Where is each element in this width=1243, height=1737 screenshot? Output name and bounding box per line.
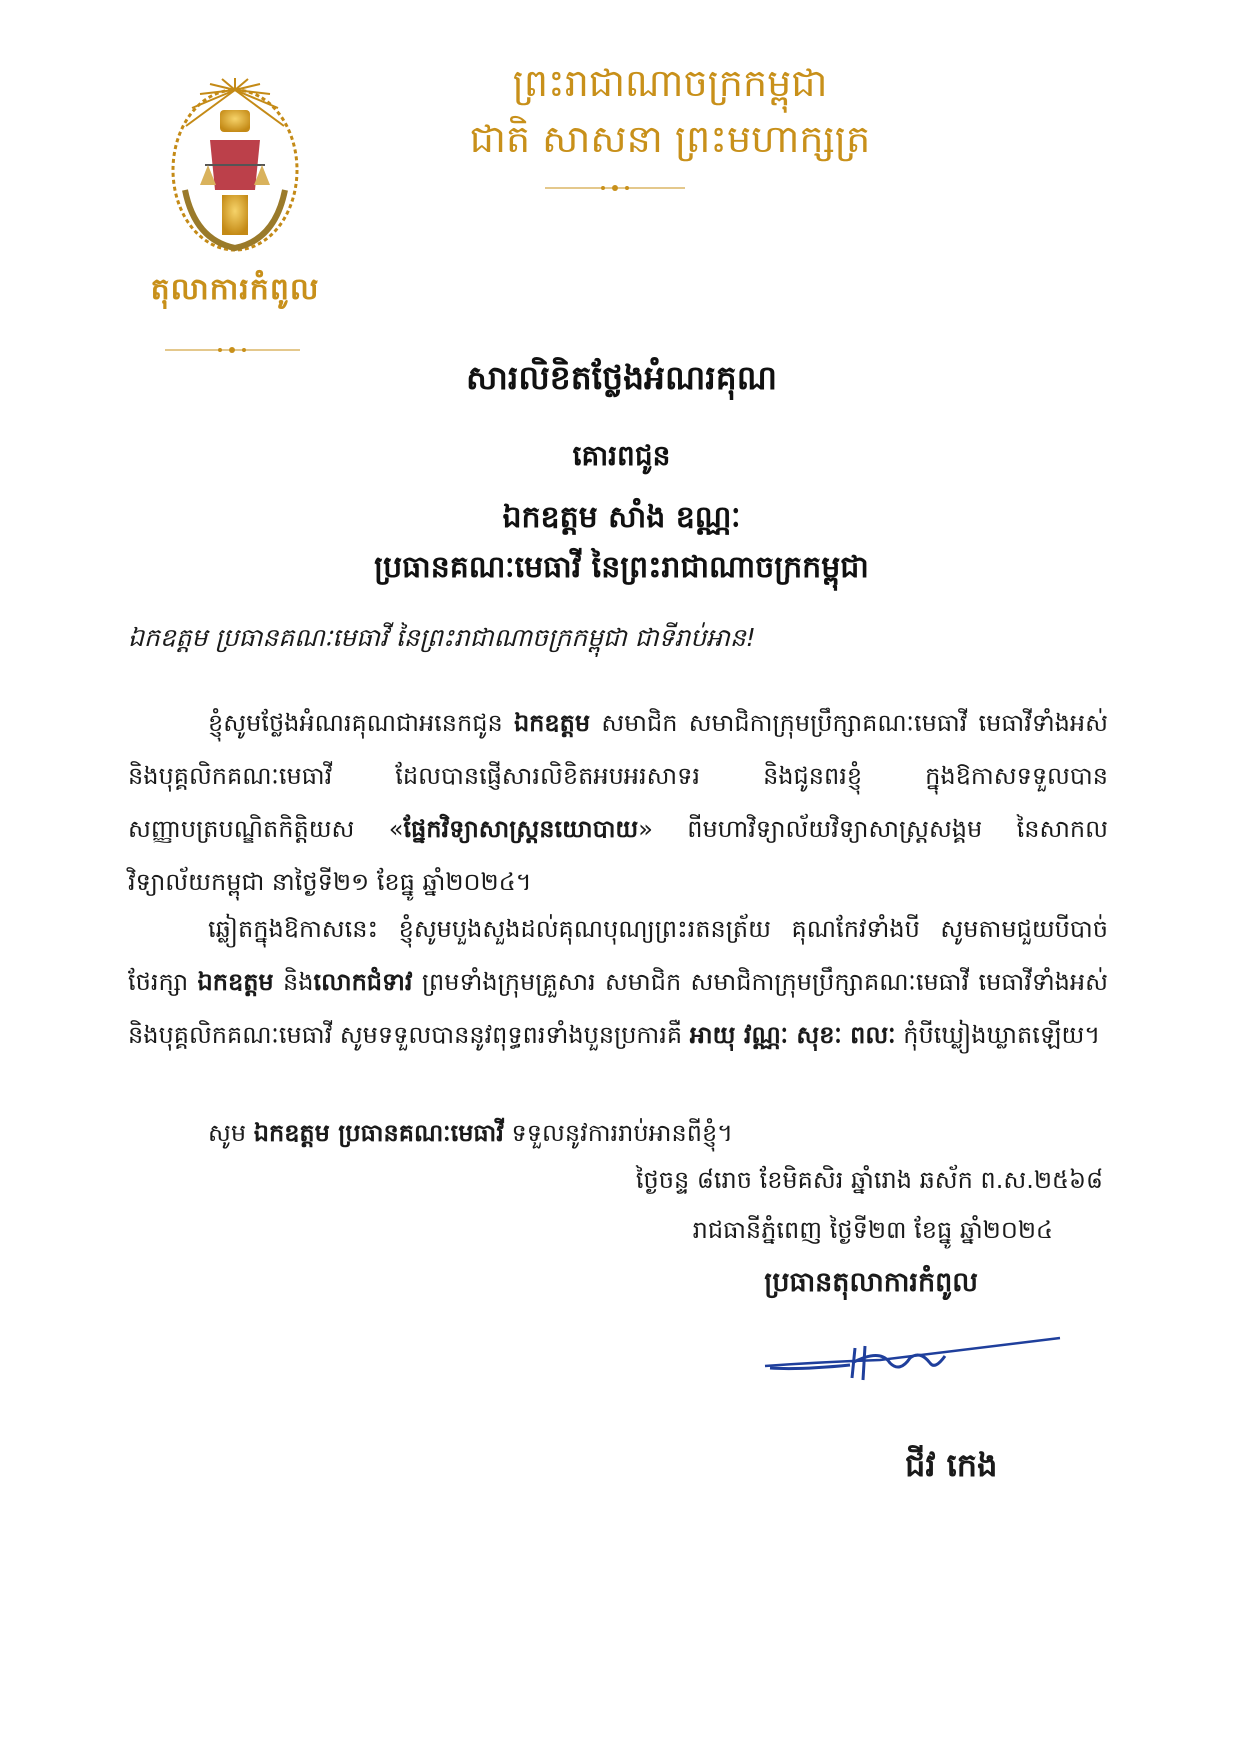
kingdom-header bbox=[380, 55, 960, 167]
p3-text-c: ទទួលនូវការរាប់អានពីខ្ញុំ។ bbox=[503, 1119, 734, 1147]
signer-name: ជីវ កេង bbox=[905, 1446, 998, 1484]
p2-bold-blessings: អាយុ វណ្ណៈ សុខៈ ពលៈ bbox=[689, 1021, 896, 1049]
divider-ornament-left bbox=[165, 345, 300, 355]
institution-name: តុលាការកំពូល bbox=[150, 272, 320, 307]
letter-title: សារលិខិតថ្លែងអំណរគុណ bbox=[466, 358, 777, 397]
date-lunar: ថ្ងៃចន្ទ ៨រោច ខែមិគសិរ ឆ្នាំរោង ឆស័ក ព.ស.២៥៦៨ bbox=[635, 1166, 1103, 1194]
p2-text-a: ឆ្លៀតក្នុងឱកាសនេះ ខ្ញុំសូមបួងសួងដល់គុណបុណ្យព្រះរតនត្រ័យ គុណកែវទាំងបី សូមតាមជួយបីបាច់ថែរក្សា bbox=[128, 915, 1108, 996]
recipient-title: ប្រធានគណៈមេធាវី នៃព្រះរាជាណាចក្រកម្ពុជា bbox=[374, 550, 869, 585]
p1-text-e: » ពីមហាវិទ្យាល័យវិទ្យាសាស្ត្រសង្គម នៃសាកលវិទ្យាល័យកម្ពុជា នាថ្ងៃទី២១ ខែធ្នូ ឆ្នាំ២០២៤។ bbox=[128, 815, 1109, 896]
national-motto: ជាតិ សាសនា ព្រះមហាក្សត្រ bbox=[469, 117, 871, 161]
p1-bold-field: ផ្នែកវិទ្យាសាស្ត្រនយោបាយ bbox=[403, 815, 639, 843]
p1-text-a: ខ្ញុំសូមថ្លែងអំណរគុណជាអនេកជូន bbox=[208, 709, 514, 737]
p2-bold-lady: លោកជំទាវ bbox=[313, 968, 413, 996]
divider-ornament-top bbox=[545, 183, 685, 193]
p2-text-c: និង bbox=[273, 968, 314, 996]
paragraph-closing bbox=[128, 1107, 1108, 1160]
p1-bold-honorific: ឯកឧត្តម bbox=[513, 709, 591, 737]
p2-bold-honorific: ឯកឧត្តម bbox=[197, 968, 274, 996]
to-label: គោរពជូន bbox=[572, 439, 671, 472]
p2-text-g: កុំបីឃ្លៀងឃ្លាតឡើយ។ bbox=[895, 1021, 1101, 1049]
p2-text-e: ព្រមទាំងក្រុមគ្រួសារ សមាជិក សមាជិកាក្រុមប្រឹក្សាគណៈមេធាវី មេធាវីទាំងអស់ និងបុគ្គលិកគណៈមេធាវី សូមទទួលបាននូវពុទ្ធពរទាំងបួនប្រការគឺ bbox=[128, 968, 1108, 1049]
signer-title: ប្រធានតុលាការកំពូល bbox=[764, 1267, 978, 1298]
p1-text-c: សមាជិក សមាជិកាក្រុមប្រឹក្សាគណៈមេធាវី មេធាវីទាំងអស់ និងបុគ្គលិកគណៈមេធាវី ដែលបានផ្ញើសារលិខិតអបអរសាទរ និងជូនពរខ្ញុំ ក្នុងឱកាសទទួលបានសញ្ញាបត្របណ្ឌិតកិត្តិយស « bbox=[128, 709, 1108, 843]
date-solar: រាជធានីភ្នំពេញ ថ្ងៃទី២៣ ខែធ្នូ ឆ្នាំ២០២៤ bbox=[692, 1216, 1053, 1244]
recipient-name: ឯកឧត្តម សាំង ឧណ្ណៈ bbox=[502, 500, 741, 535]
royal-emblem-icon bbox=[160, 70, 310, 270]
paragraph-blessing bbox=[128, 903, 1108, 1062]
kingdom-name: ព្រះរាជាណាចក្រកម្ពុជា bbox=[512, 61, 828, 105]
p3-text-a: សូម bbox=[208, 1119, 254, 1147]
salutation: ឯកឧត្តម ប្រធានគណៈមេធាវី នៃព្រះរាជាណាចក្រកម្ពុជា ជាទីរាប់អាន! bbox=[128, 623, 756, 652]
signature-image bbox=[760, 1318, 1090, 1398]
paragraph-thanks bbox=[128, 697, 1108, 909]
p3-bold-recipient: ឯកឧត្តម ប្រធានគណៈមេធាវី bbox=[253, 1119, 504, 1147]
